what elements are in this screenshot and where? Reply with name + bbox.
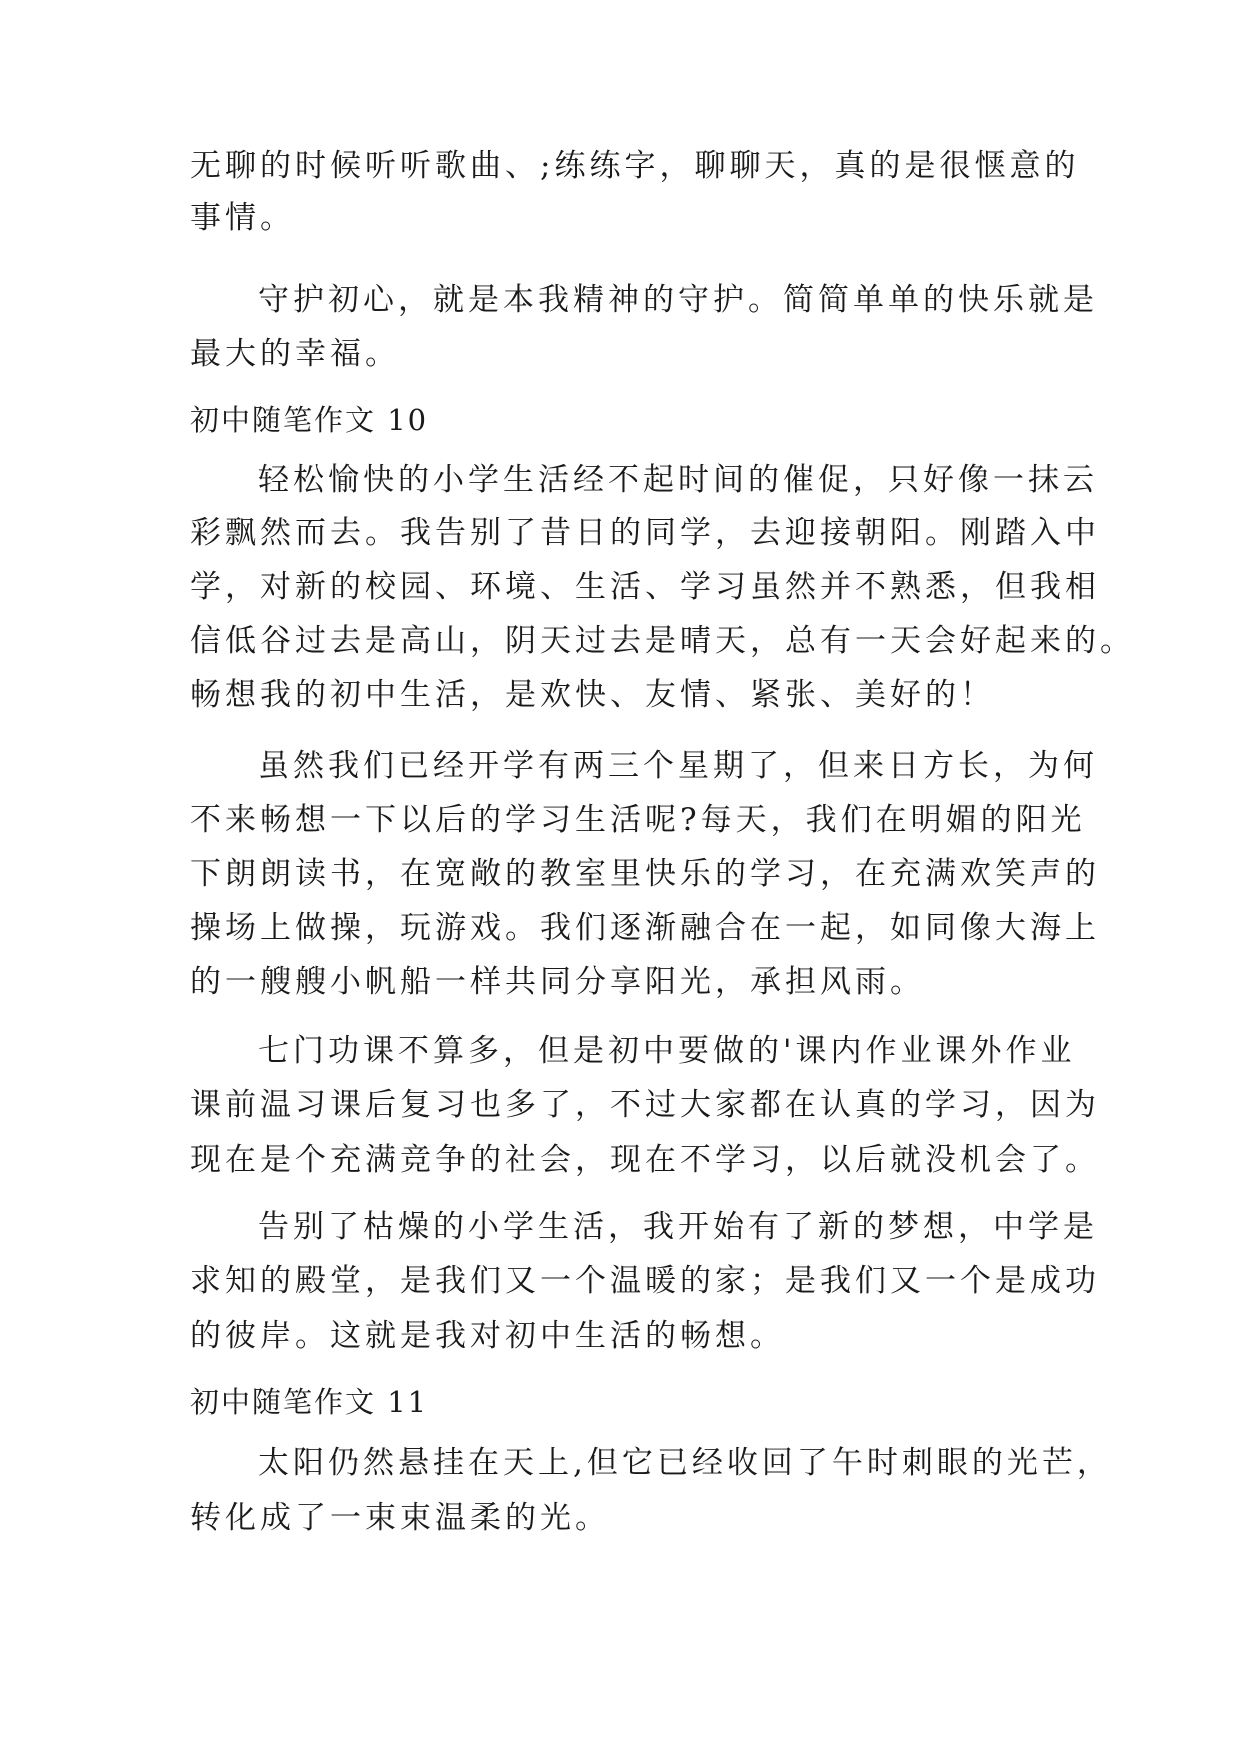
paragraph-start: 虽然我们已经开学有两三个星期了，但来日方长，为何	[258, 748, 1098, 784]
paragraph-start: 太阳仍然悬挂在天上,但它已经收回了午时刺眼的光芒，	[258, 1445, 1112, 1481]
text-line: 操场上做操，玩游戏。我们逐渐融合在一起，如同像大海上	[190, 910, 1100, 946]
text-line: 求知的殿堂，是我们又一个温暖的家；是我们又一个是成功	[190, 1263, 1100, 1299]
text-line: 转化成了一束束温柔的光。	[190, 1500, 610, 1536]
text-line: 课前温习课后复习也多了，不过大家都在认真的学习，因为	[190, 1087, 1100, 1123]
section-heading: 初中随笔作文 10	[190, 403, 429, 437]
text-line: 学，对新的校园、环境、生活、学习虽然并不熟悉，但我相	[190, 569, 1100, 605]
text-line: 信低谷过去是高山，阴天过去是晴天，总有一天会好起来的。	[190, 623, 1135, 659]
text-line: 的一艘艘小帆船一样共同分享阳光，承担风雨。	[190, 964, 925, 1000]
text-line: 畅想我的初中生活，是欢快、友情、紧张、美好的！	[190, 677, 995, 713]
text-line: 事情。	[190, 200, 295, 236]
paragraph-start: 轻松愉快的小学生活经不起时间的催促，只好像一抹云	[258, 462, 1098, 498]
paragraph-start: 告别了枯燥的小学生活，我开始有了新的梦想，中学是	[258, 1209, 1098, 1245]
text-line: 的彼岸。这就是我对初中生活的畅想。	[190, 1318, 785, 1354]
text-line: 彩飘然而去。我告别了昔日的同学，去迎接朝阳。刚踏入中	[190, 515, 1100, 551]
paragraph-start: 守护初心，就是本我精神的守护。简简单单的快乐就是	[258, 282, 1098, 318]
section-heading: 初中随笔作文 11	[190, 1385, 429, 1419]
text-line: 现在是个充满竞争的社会，现在不学习，以后就没机会了。	[190, 1142, 1100, 1178]
text-line: 最大的幸福。	[190, 336, 400, 372]
paragraph-start: 七门功课不算多，但是初中要做的'课内作业课外作业	[258, 1033, 1076, 1069]
text-line: 无聊的时候听听歌曲、;练练字，聊聊天，真的是很惬意的	[190, 148, 1080, 184]
text-line: 不来畅想一下以后的学习生活呢?每天，我们在明媚的阳光	[190, 802, 1086, 838]
text-line: 下朗朗读书，在宽敞的教室里快乐的学习，在充满欢笑声的	[190, 856, 1100, 892]
